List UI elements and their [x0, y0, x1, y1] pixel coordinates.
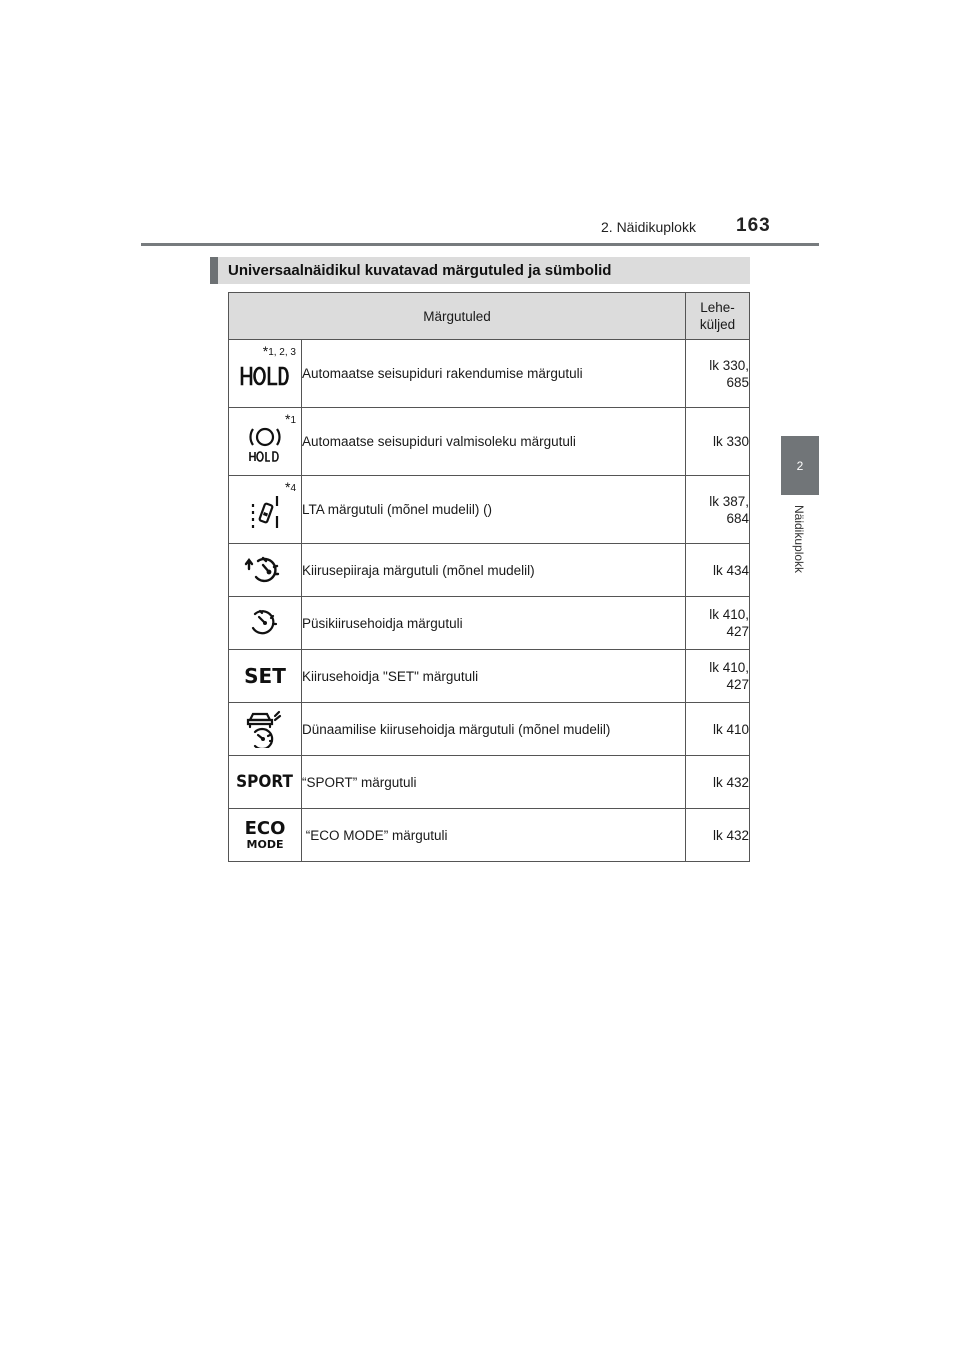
lane-trace-icon	[247, 492, 283, 532]
icon-cell	[229, 703, 302, 756]
indicator-description: LTA märgutuli (mõnel mudelil) ()	[302, 476, 686, 544]
table-header-row	[229, 293, 750, 340]
icon-cell	[229, 340, 302, 408]
indicator-description: “SPORT” märgutuli	[302, 756, 686, 809]
set-text-icon: SET	[244, 664, 286, 688]
table-row	[229, 703, 750, 756]
col-header-indicators: Märgutuled	[229, 293, 686, 340]
page-reference[interactable]: lk 410, 427	[686, 650, 750, 703]
col-header-pages: Lehe- küljed	[686, 293, 750, 340]
page-reference[interactable]: lk 432	[686, 756, 750, 809]
footnote-marker: *1	[284, 411, 296, 427]
table-row	[229, 408, 750, 476]
icon-cell	[229, 650, 302, 703]
table-row	[229, 476, 750, 544]
header-rule	[141, 243, 819, 246]
indicator-description: Püsikiirusehoidja märgutuli	[302, 597, 686, 650]
table-row	[229, 340, 750, 408]
table-row	[229, 809, 750, 862]
page-reference[interactable]: lk 330	[686, 408, 750, 476]
indicator-description: Dünaamilise kiirusehoidja märgutuli (mõnel mudelil)	[302, 703, 686, 756]
page-reference[interactable]: lk 387, 684	[686, 476, 750, 544]
eco-mode-text-icon: ECO MODE	[244, 818, 286, 851]
speed-limiter-icon	[244, 554, 286, 584]
dynamic-radar-cruise-icon	[243, 708, 287, 748]
icon-cell	[229, 408, 302, 476]
icon-cell	[229, 809, 302, 862]
indicator-description: “ECO MODE” märgutuli	[302, 809, 686, 862]
indicator-table	[228, 292, 750, 862]
page-number: 163	[736, 215, 771, 236]
chapter-tab[interactable]	[781, 436, 819, 495]
icon-cell	[229, 544, 302, 597]
cruise-control-icon	[249, 608, 281, 636]
table-row	[229, 756, 750, 809]
indicator-description: Automaatse seisupiduri rakendumise märgutuli	[302, 340, 686, 408]
header-section-title: 2. Näidikuplokk	[601, 219, 696, 235]
table-row	[229, 597, 750, 650]
page-reference[interactable]: lk 432	[686, 809, 750, 862]
footnote-marker: *1, 2, 3	[262, 343, 296, 359]
page-reference[interactable]: lk 330, 685	[686, 340, 750, 408]
indicator-description: Automaatse seisupiduri valmisoleku märgutuli	[302, 408, 686, 476]
hold-standby-icon	[245, 424, 285, 464]
footnote-marker: *4	[284, 479, 296, 495]
table-row	[229, 544, 750, 597]
page-reference[interactable]: lk 434	[686, 544, 750, 597]
hold-text-icon	[239, 365, 291, 387]
chapter-label: Näidikuplokk	[792, 505, 806, 574]
page-reference[interactable]: lk 410	[686, 703, 750, 756]
page-reference[interactable]: lk 410, 427	[686, 597, 750, 650]
table-row	[229, 650, 750, 703]
section-title: Universaalnäidikul kuvatavad märgutuled ja sümbolid	[210, 257, 750, 284]
icon-cell	[229, 756, 302, 809]
chapter-number: 2	[796, 458, 804, 473]
icon-cell	[229, 476, 302, 544]
icon-cell	[229, 597, 302, 650]
indicator-description: Kiirusehoidja "SET" märgutuli	[302, 650, 686, 703]
sport-text-icon: SPORT	[236, 772, 294, 792]
indicator-description: Kiirusepiiraja märgutuli (mõnel mudelil)	[302, 544, 686, 597]
